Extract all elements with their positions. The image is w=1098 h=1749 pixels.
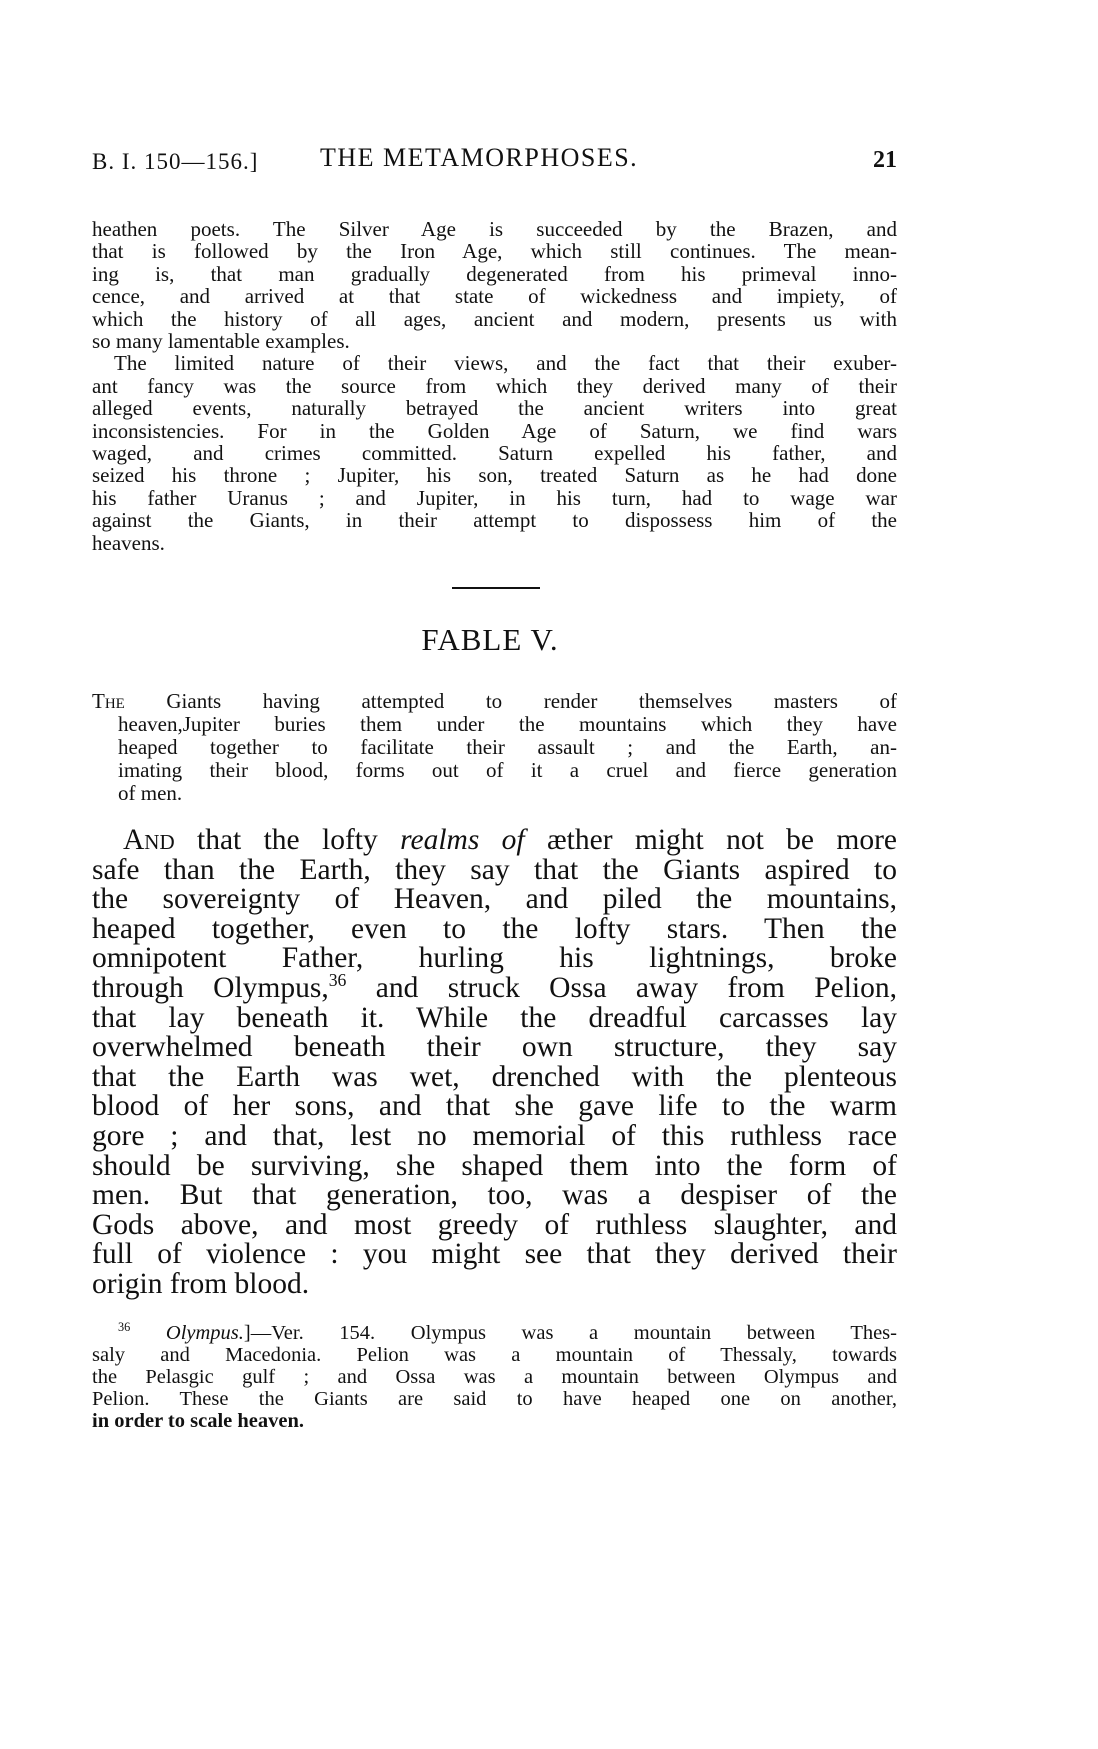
text-line [92,464,897,486]
page-number: 21 [873,147,897,173]
main-translation-text [92,826,897,1300]
text-line [92,944,897,974]
text-line [92,509,897,531]
text-segment: full of violence : you might see that they derived their [92,1238,897,1271]
text-line [92,1410,897,1432]
text-segment: against the Giants, in their attempt to dispossess him of the [92,508,897,533]
text-segment: overwhelmed beneath their own structure, they say [92,1031,897,1064]
text-line [92,690,897,713]
text-line [92,1388,897,1410]
text-line [92,308,897,330]
text-segment: realms of [400,824,525,856]
text-segment: waged, and crimes committed. Saturn expelled his father, and [92,441,897,466]
text-line [92,263,897,285]
text-segment: gore ; and that, lest no memorial of this ruthless race [92,1119,897,1152]
text-segment: in order to scale heaven. [92,1410,304,1432]
text-segment: Gods above, and most greedy of ruthless slaughter, and [92,1208,897,1241]
text-line [92,782,897,805]
text-segment: his father Uranus ; and Jupiter, in his turn, had to wage war [92,485,897,510]
text-segment: And [123,824,175,856]
text-line [92,736,897,759]
text-segment: which the history of all ages, ancient and modern, presents us with [92,306,897,331]
text-segment: so many lamentable examples. [92,329,350,354]
fable-argument [92,690,897,805]
text-segment: that is followed by the Iron Age, which still continues. The mean- [92,239,897,264]
text-segment: The limited nature of their views, and the fact that their exuber- [114,351,897,376]
text-line [92,487,897,509]
text-line [92,1240,897,1270]
text-line [92,330,897,352]
text-segment: cence, and arrived at that state of wickedness and impiety, of [92,284,897,309]
text-line [92,218,897,240]
text-line [92,1033,897,1063]
text-segment: origin from blood. [92,1267,310,1300]
text-segment: the Pelasgic gulf ; and Ossa was a mountain between Olympus and [92,1366,897,1388]
text-segment: safe than the Earth, they say that the Giants aspired to [92,853,897,886]
text-segment: omnipotent Father, hurling his lightnings, broke [92,942,897,975]
text-segment [130,1322,166,1344]
text-line [92,1366,897,1388]
text-segment: heaped together, even to the lofty stars. Then the [92,912,897,945]
text-segment: heaven,Jupiter buries them under the mountains which they have [118,712,897,736]
text-line [92,713,897,736]
fable-title: FABLE V. [421,622,559,657]
text-segment: and struck Ossa away from Pelion, [346,971,897,1004]
text-segment: imating their blood, forms out of it a cruel and fierce generation [118,758,897,782]
text-segment: the sovereignty of Heaven, and piled the mountains, [92,883,897,916]
text-line [92,1344,897,1366]
text-segment: saly and Macedonia. Pelion was a mountain of Thessaly, towards [92,1344,897,1366]
text-line [92,420,897,442]
text-line [92,442,897,464]
text-segment: Pelion. These the Giants are said to have heaped one on another, [92,1388,897,1410]
section-reference: B. I. 150—156.] [92,149,259,174]
text-line [92,375,897,397]
text-line [92,397,897,419]
text-line [92,240,897,262]
running-header [92,143,897,183]
text-segment: ant fancy was the source from which they derived many of their [92,373,897,398]
text-segment: heathen poets. The Silver Age is succeeded by the Brazen, and [92,217,897,241]
text-segment: through Olympus, [92,971,329,1004]
text-line [92,853,897,886]
text-segment: heaped together to facilitate their assault ; and the Earth, an- [118,735,897,759]
text-line [92,885,897,915]
text-line [92,912,897,945]
text-segment: alleged events, naturally betrayed the ancient writers into great [92,396,897,421]
footnote [92,1322,897,1432]
text-line [92,759,897,782]
text-line [92,1149,897,1182]
footnote-marker: 36 [328,970,347,991]
text-segment: ]—Ver. 154. Olympus was a mountain between Thes- [243,1322,897,1344]
text-line [92,285,897,307]
text-line [92,1267,897,1300]
text-segment: The [92,689,125,713]
text-segment: should be surviving, she shaped them into the form of [92,1149,897,1182]
text-segment: that the Earth was wet, drenched with the plenteous [92,1060,897,1093]
text-segment: heavens. [92,530,165,555]
text-line [92,1181,897,1211]
text-segment: æther might not be more [524,824,898,856]
text-segment: Giants having attempted to render themselves masters of [124,689,897,713]
text-segment: inconsistencies. For in the Golden Age of Saturn, we find wars [92,418,897,443]
text-segment: ing is, that man gradually degenerated from his primeval inno- [92,261,897,286]
text-segment: seized his throne ; Jupiter, his son, treated Saturn as he had done [92,463,897,488]
footnote-marker: 36 [118,1320,131,1335]
commentary-text [92,218,897,554]
text-segment: of men. [118,781,183,805]
text-line [92,532,897,554]
text-segment: that the lofty [174,824,401,856]
text-line [92,352,897,374]
text-segment: blood of her sons, and that she gave life to the warm [92,1090,897,1123]
text-line [92,1060,897,1093]
text-line [92,1208,897,1241]
text-segment: men. But that generation, too, was a despiser of the [92,1179,897,1212]
text-line [92,826,897,856]
book-title: THE METAMORPHOSES. [320,143,639,172]
section-divider [452,587,540,589]
text-line [92,1322,897,1344]
text-line [92,1092,897,1122]
text-line [92,1001,897,1034]
text-segment: that lay beneath it. While the dreadful carcasses lay [92,1001,897,1034]
text-segment: Olympus. [165,1322,244,1344]
text-line [92,1119,897,1152]
text-line [92,970,897,1004]
